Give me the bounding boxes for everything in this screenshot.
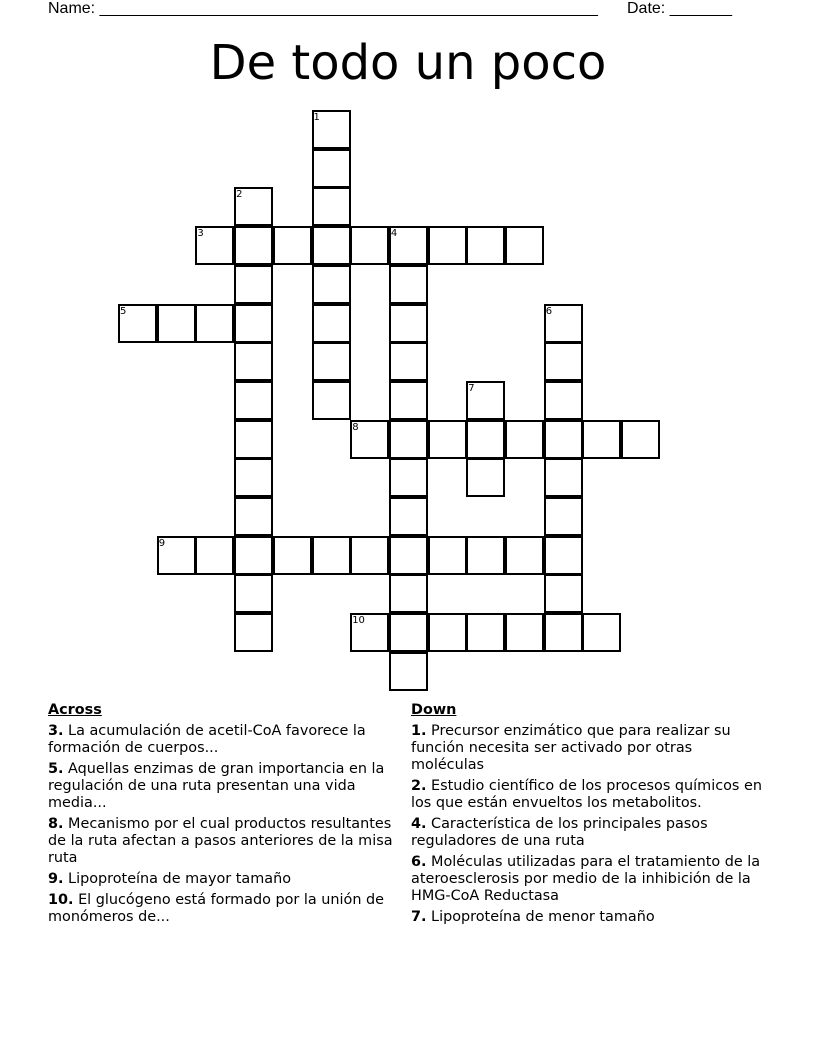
crossword-cell[interactable]: [428, 536, 467, 575]
crossword-cell[interactable]: [428, 226, 467, 265]
cell-number: 7: [468, 382, 475, 394]
crossword-cell[interactable]: [544, 381, 583, 420]
name-field[interactable]: Name: ________________________________________________________: [48, 0, 598, 17]
clue-text: Precursor enzimático que para realizar su función necesita ser activado por otras moléculas: [411, 723, 731, 773]
down-heading: Down: [411, 702, 457, 718]
clue-number: 1.: [411, 723, 427, 739]
crossword-cell[interactable]: [389, 497, 428, 536]
crossword-cell[interactable]: [273, 226, 312, 265]
crossword-cell[interactable]: [312, 304, 351, 343]
crossword-cell[interactable]: [312, 226, 351, 265]
clue-text: Moléculas utilizadas para el tratamiento de la ateroesclerosis por medio de la inhibición de la HMG-CoA Reductasa: [411, 854, 761, 904]
cell-number: 1: [313, 112, 320, 123]
across-clue: [48, 871, 400, 888]
down-clue: [411, 909, 763, 926]
cell-number: 4: [390, 228, 398, 240]
clue-number: 5.: [48, 761, 64, 777]
crossword-cell[interactable]: [312, 536, 351, 575]
crossword-cell[interactable]: [466, 536, 505, 575]
crossword-cell[interactable]: [234, 497, 273, 536]
cell-number: 5: [120, 305, 127, 317]
cell-number: 10: [352, 615, 365, 627]
clue-number: 8.: [48, 816, 64, 832]
down-clue: [411, 723, 763, 774]
crossword-cell[interactable]: [389, 574, 428, 613]
clue-text: Lipoproteína de mayor tamaño: [63, 871, 291, 887]
across-clue: [48, 892, 400, 926]
crossword-cell[interactable]: [234, 304, 273, 343]
crossword-cell[interactable]: [234, 420, 273, 459]
crossword-cell[interactable]: [582, 613, 621, 652]
across-heading: Across: [48, 702, 102, 718]
clue-number: 6.: [411, 854, 427, 870]
crossword-cell[interactable]: [389, 613, 428, 652]
cell-number: 9: [158, 537, 166, 549]
crossword-cell[interactable]: [312, 342, 351, 381]
crossword-cell[interactable]: [466, 226, 505, 265]
clue-number: 3.: [48, 723, 64, 739]
crossword-cell[interactable]: [544, 420, 583, 459]
crossword-cell[interactable]: [234, 381, 273, 420]
crossword-cell[interactable]: [273, 536, 312, 575]
clue-text: El glucógeno está formado por la unión de monómeros de...: [48, 892, 385, 925]
crossword-cell[interactable]: [350, 536, 389, 575]
crossword-cell[interactable]: [234, 574, 273, 613]
crossword-cell[interactable]: [505, 420, 544, 459]
crossword-cell[interactable]: [234, 458, 273, 497]
crossword-cell[interactable]: [621, 420, 660, 459]
crossword-cell[interactable]: [389, 304, 428, 343]
clue-number: 2.: [411, 778, 427, 794]
down-clues: [411, 702, 763, 930]
crossword-cell[interactable]: [234, 226, 273, 265]
crossword-cell[interactable]: [312, 265, 351, 304]
cell-number: 6: [545, 305, 553, 317]
cell-number: 3: [197, 228, 204, 240]
crossword-cell[interactable]: [466, 458, 505, 497]
crossword-cell[interactable]: [505, 613, 544, 652]
crossword-cell[interactable]: [544, 574, 583, 613]
crossword-cell[interactable]: [389, 265, 428, 304]
crossword-cell[interactable]: [544, 342, 583, 381]
down-clue: [411, 816, 763, 850]
clue-number: 10.: [48, 892, 74, 908]
crossword-cell[interactable]: [389, 381, 428, 420]
crossword-cell[interactable]: [505, 226, 544, 265]
crossword-cell[interactable]: [544, 613, 583, 652]
clue-text: Estudio científico de los procesos químicos en los que están envueltos los metabolitos.: [411, 778, 762, 811]
crossword-cell[interactable]: [157, 304, 196, 343]
clue-text: Característica de los principales pasos reguladores de una ruta: [411, 816, 708, 849]
down-clue: [411, 854, 763, 905]
clue-text: Mecanismo por el cual productos resultantes de la ruta afectan a pasos anteriores de la misa ruta: [48, 816, 393, 866]
crossword-cell[interactable]: [466, 613, 505, 652]
cell-number: 2: [236, 189, 243, 201]
crossword-cell[interactable]: [389, 652, 428, 691]
date-field[interactable]: Date: _______: [627, 0, 732, 17]
clue-number: 4.: [411, 816, 427, 832]
clue-text: La acumulación de acetil-CoA favorece la formación de cuerpos...: [48, 723, 366, 756]
crossword-cell[interactable]: [312, 381, 351, 420]
across-clue: [48, 816, 400, 867]
page-title: De todo un poco: [209, 35, 607, 91]
cell-number: 8: [352, 421, 359, 433]
crossword-cell[interactable]: [195, 536, 234, 575]
crossword-cell[interactable]: [505, 536, 544, 575]
clue-text: Aquellas enzimas de gran importancia en la regulación de una ruta presentan una vida media...: [48, 761, 385, 811]
crossword-cell[interactable]: [466, 420, 505, 459]
crossword-cell[interactable]: [234, 536, 273, 575]
across-clue: [48, 723, 400, 757]
clue-number: 9.: [48, 871, 64, 887]
crossword-cell[interactable]: [544, 458, 583, 497]
crossword-cell[interactable]: [350, 226, 389, 265]
crossword-cell[interactable]: [312, 149, 351, 188]
crossword-cell[interactable]: [544, 536, 583, 575]
crossword-cell[interactable]: [389, 342, 428, 381]
across-clues: [48, 702, 400, 930]
crossword-cell[interactable]: [428, 613, 467, 652]
crossword-cell[interactable]: [389, 458, 428, 497]
clue-number: 7.: [411, 909, 427, 925]
across-clue: [48, 761, 400, 812]
crossword-cell[interactable]: [195, 304, 234, 343]
crossword-cell[interactable]: [428, 420, 467, 459]
crossword-cell[interactable]: [389, 420, 428, 459]
crossword-cell[interactable]: [389, 536, 428, 575]
crossword-cell[interactable]: [234, 613, 273, 652]
down-clue: [411, 778, 763, 812]
crossword-cell[interactable]: [234, 265, 273, 304]
crossword-cell[interactable]: [582, 420, 621, 459]
clue-text: Lipoproteína de menor tamaño: [426, 909, 655, 925]
crossword-cell[interactable]: [312, 187, 351, 226]
crossword-cell[interactable]: [234, 342, 273, 381]
crossword-cell[interactable]: [544, 497, 583, 536]
